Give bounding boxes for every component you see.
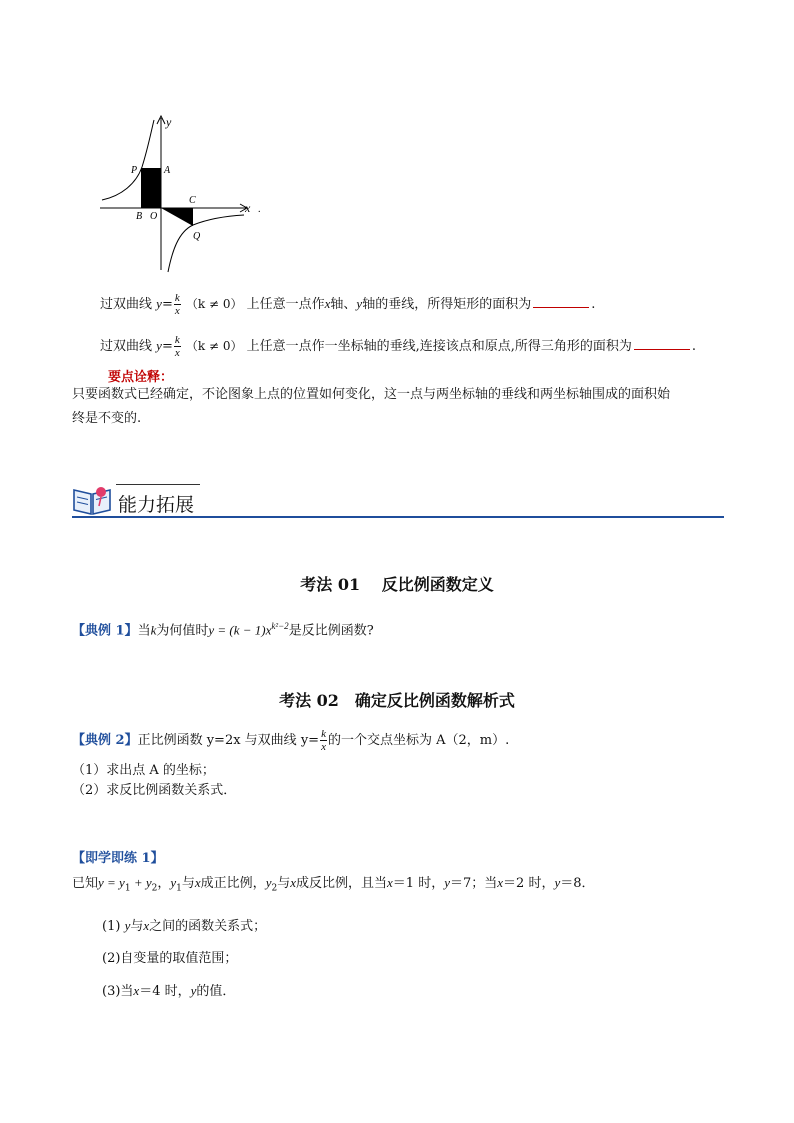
- fraction-k-over-x: $\frac{k}{x}$: [174, 292, 180, 317]
- y-axis-label: y: [166, 115, 172, 129]
- section-title: 能力拓展: [118, 494, 195, 516]
- example-1: 【典例 1】当k为何值时$y = (k - 1)x^{k^2-2}$是反比例函数?: [72, 621, 374, 639]
- example-2-question-2: （2）求反比例函数关系式．: [72, 783, 237, 798]
- practice-question-2: (2)自变量的取值范围；: [102, 951, 238, 966]
- hyperbola-graph: [96, 112, 276, 277]
- section-overline: [116, 484, 200, 485]
- trailing-dot: .: [258, 204, 261, 215]
- statement-triangle-area: 过双曲线 y= $\frac{k}{x}$ （k ≠ 0） 上任意一点作一坐标轴的垂线,连接该点和原点,所得三角形的面积为 .: [100, 334, 697, 359]
- fraction-k-over-x: $\frac{k}{x}$: [321, 728, 326, 753]
- answer-blank[interactable]: [533, 295, 589, 308]
- key-point-body-2: 终是不变的.: [72, 411, 142, 426]
- shaded-rectangle: [141, 168, 161, 208]
- label-c: C: [189, 195, 196, 206]
- key-point-title: 要点诠释：: [108, 370, 174, 385]
- label-a: A: [164, 165, 171, 176]
- method-01-title: 考法 01 反比例函数定义: [300, 575, 494, 594]
- hyperbola-branch-right: [168, 215, 244, 272]
- fraction-k-over-x: $\frac{k}{x}$: [174, 334, 180, 359]
- section-underline: [72, 516, 724, 518]
- statement-rectangle-area: 过双曲线 y= $\frac{k}{x}$ （k ≠ 0） 上任意一点作x轴、y轴的垂线，所得矩形的面积为 .: [100, 292, 596, 317]
- x-axis-label: x: [245, 201, 251, 215]
- key-point-body-1: 只要函数式已经确定，不论图象上点的位置如何变化，这一点与两坐标轴的垂线和两坐标轴围成的面积始: [72, 387, 671, 402]
- example-2: 【典例 2】正比例函数 y=2x 与双曲线 y= $\frac{k}{x}$ 的一个交点坐标为 A（2，m）.: [72, 728, 510, 753]
- example-2-question-1: （1）求出点 A 的坐标；: [72, 763, 215, 778]
- practice-question-1: (1) y与x之间的函数关系式；: [102, 918, 267, 934]
- label-q: Q: [193, 231, 201, 242]
- method-02-title: 考法 02 确定反比例函数解析式: [279, 691, 515, 710]
- label-p: P: [131, 165, 138, 176]
- answer-blank[interactable]: [634, 337, 690, 350]
- practice-question-3: (3)当x＝4 时，y的值．: [102, 983, 236, 999]
- practice-label: 【即学即练 1】: [72, 851, 164, 866]
- practice-statement: 已知$y = y_1 + y_2$，$y_1$与x成正比例，$y_2$与x成反比例，且当x＝1 时，y＝7；当x＝2 时，y＝8．: [72, 875, 595, 894]
- label-o: O: [150, 211, 158, 222]
- book-icon: [72, 484, 112, 516]
- label-b: B: [136, 211, 143, 222]
- shaded-triangle: [161, 208, 193, 226]
